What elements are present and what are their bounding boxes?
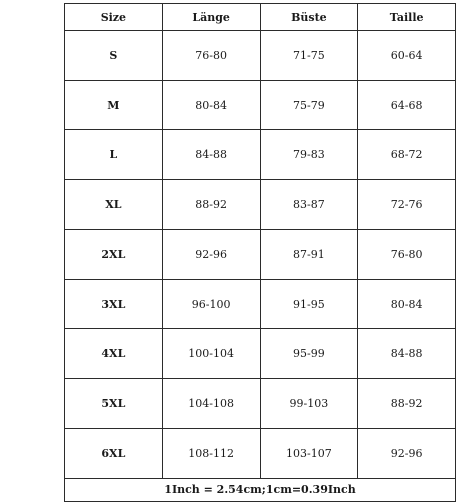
size-cell: 5XL (65, 379, 163, 429)
table-row (65, 31, 456, 81)
header-laenge: Länge (162, 4, 260, 31)
size-cell: 4XL (65, 329, 163, 379)
size-cell: XL (65, 180, 163, 230)
table-row (65, 130, 456, 180)
table-row (65, 428, 456, 478)
table-row (65, 329, 456, 379)
taille-cell: 80-84 (358, 279, 456, 329)
table-row (65, 229, 456, 279)
table-row (65, 279, 456, 329)
conversion-note: 1Inch = 2.54cm;1cm=0.39Inch (65, 478, 456, 501)
size-cell: M (65, 80, 163, 130)
size-cell: 3XL (65, 279, 163, 329)
laenge-cell: 84-88 (162, 130, 260, 180)
bueste-cell: 79-83 (260, 130, 358, 180)
taille-cell: 72-76 (358, 180, 456, 230)
taille-cell: 92-96 (358, 428, 456, 478)
size-chart-table (64, 3, 456, 502)
table-row (65, 379, 456, 429)
table-row (65, 180, 456, 230)
laenge-cell: 88-92 (162, 180, 260, 230)
header-size: Size (65, 4, 163, 31)
size-cell: L (65, 130, 163, 180)
header-row (65, 4, 456, 31)
conversion-note-row (65, 478, 456, 501)
bueste-cell: 83-87 (260, 180, 358, 230)
laenge-cell: 108-112 (162, 428, 260, 478)
table-row (65, 80, 456, 130)
bueste-cell: 87-91 (260, 229, 358, 279)
taille-cell: 76-80 (358, 229, 456, 279)
taille-cell: 84-88 (358, 329, 456, 379)
taille-cell: 60-64 (358, 31, 456, 81)
size-cell: 2XL (65, 229, 163, 279)
taille-cell: 88-92 (358, 379, 456, 429)
laenge-cell: 76-80 (162, 31, 260, 81)
laenge-cell: 104-108 (162, 379, 260, 429)
laenge-cell: 92-96 (162, 229, 260, 279)
bueste-cell: 99-103 (260, 379, 358, 429)
taille-cell: 68-72 (358, 130, 456, 180)
header-taille: Taille (358, 4, 456, 31)
taille-cell: 64-68 (358, 80, 456, 130)
laenge-cell: 100-104 (162, 329, 260, 379)
header-bueste: Büste (260, 4, 358, 31)
bueste-cell: 75-79 (260, 80, 358, 130)
laenge-cell: 96-100 (162, 279, 260, 329)
bueste-cell: 91-95 (260, 279, 358, 329)
size-cell: S (65, 31, 163, 81)
size-cell: 6XL (65, 428, 163, 478)
bueste-cell: 71-75 (260, 31, 358, 81)
bueste-cell: 95-99 (260, 329, 358, 379)
laenge-cell: 80-84 (162, 80, 260, 130)
bueste-cell: 103-107 (260, 428, 358, 478)
